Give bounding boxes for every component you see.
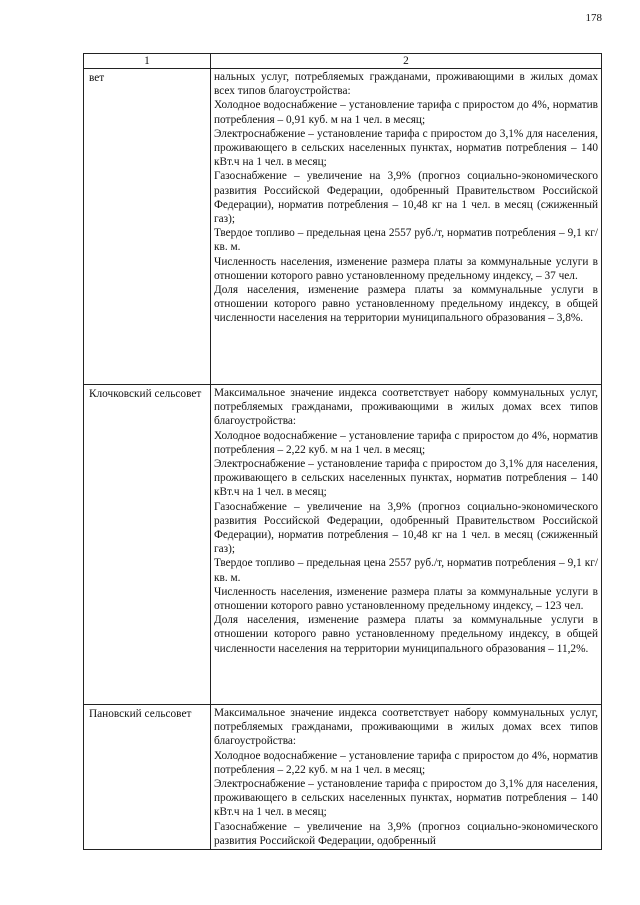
table-header-row <box>84 54 602 69</box>
content-paragraph: Холодное водоснабжение – установление тарифа с приростом до 4%, норматив потребления – 2,22 куб. м на 1 чел. в месяц; <box>214 429 598 456</box>
row-content <box>211 705 602 850</box>
content-paragraph: Численность населения, изменение размера платы за коммунальные услуги в отношении которого равно установленному предельному индексу, – 123 чел. <box>214 585 598 613</box>
content-paragraph: Холодное водоснабжение – установление тарифа с приростом до 4%, норматив потребления – 2,22 куб. м на 1 чел. в месяц; <box>214 749 598 776</box>
column-header-1: 1 <box>84 54 211 69</box>
content-paragraph: Твердое топливо – предельная цена 2557 руб./т, норматив потребления – 9,1 кг/кв. м. <box>214 227 598 254</box>
municipality-name: Клочковский сельсовет <box>84 385 211 705</box>
content-paragraph: Электроснабжение – установление тарифа с приростом до 3,1% для населения, проживающего в сельских населенных пунктах, норматив потребления – 140 кВт.ч на 1 чел. в месяц; <box>214 778 598 819</box>
content-paragraph: Максимальное значение индекса соответствует набору коммунальных услуг, потребляемых гражданами, проживающими в жилых домах всех типов благоустройства: <box>214 707 598 748</box>
municipality-name: Пановский сельсовет <box>84 705 211 850</box>
content-paragraph: нальных услуг, потребляемых гражданами, проживающими в жилых домах всех типов благоустройства: <box>214 71 598 98</box>
content-paragraph: Электроснабжение – установление тарифа с приростом до 3,1% для населения, проживающего в сельских населенных пунктах, норматив потребления – 140 кВт.ч на 1 чел. в месяц; <box>214 458 598 499</box>
page-number: 178 <box>585 12 602 24</box>
content-paragraph: Доля населения, изменение размера платы за коммунальные услуги в отношении которого равно установленному предельному индексу, в общей численности населения на территории муниципального образования – 3,8%. <box>214 284 598 325</box>
content-paragraph: Твердое топливо – предельная цена 2557 руб./т, норматив потребления – 9,1 кг/кв. м. <box>214 557 598 584</box>
content-paragraph: Электроснабжение – установление тарифа с приростом до 3,1% для населения, проживающего в сельских населенных пунктах, норматив потребления – 140 кВт.ч на 1 чел. в месяц; <box>214 127 598 169</box>
table-row <box>84 705 602 850</box>
table-row <box>84 385 602 705</box>
content-paragraph: Максимальное значение индекса соответствует набору коммунальных услуг, потребляемых гражданами, проживающими в жилых домах всех типов благоустройства: <box>214 387 598 428</box>
content-paragraph: Численность населения, изменение размера платы за коммунальные услуги в отношении которого равно установленному предельному индексу, – 37 чел. <box>214 255 598 282</box>
row-content <box>211 69 602 385</box>
table-row <box>84 69 602 385</box>
content-paragraph: Газоснабжение – увеличение на 3,9% (прогноз социально-экономического развития Российской Федерации, одобренный Правительством Российской Федерации), норматив потребления – 10,48 кг на 1 чел. в месяц (сжиженный газ); <box>214 170 598 226</box>
content-paragraph: Газоснабжение – увеличение на 3,9% (прогноз социально-экономического развития Российской Федерации, одобренный <box>214 820 598 847</box>
column-header-2: 2 <box>211 54 602 69</box>
document-table <box>83 53 602 850</box>
content-paragraph: Газоснабжение – увеличение на 3,9% (прогноз социально-экономического развития Российской Федерации, одобренный Правительством Российской Федерации), норматив потребления – 10,48 кг на 1 чел. в месяц (сжиженный газ); <box>214 500 598 556</box>
content-paragraph: Холодное водоснабжение – установление тарифа с приростом до 4%, норматив потребления – 0,91 куб. м на 1 чел. в месяц; <box>214 99 598 126</box>
municipality-name: вет <box>84 69 211 385</box>
row-content <box>211 385 602 705</box>
content-paragraph: Доля населения, изменение размера платы за коммунальные услуги в отношении которого равно установленному предельному индексу, в общей численности населения на территории муниципального образования – 11,2%. <box>214 614 598 655</box>
